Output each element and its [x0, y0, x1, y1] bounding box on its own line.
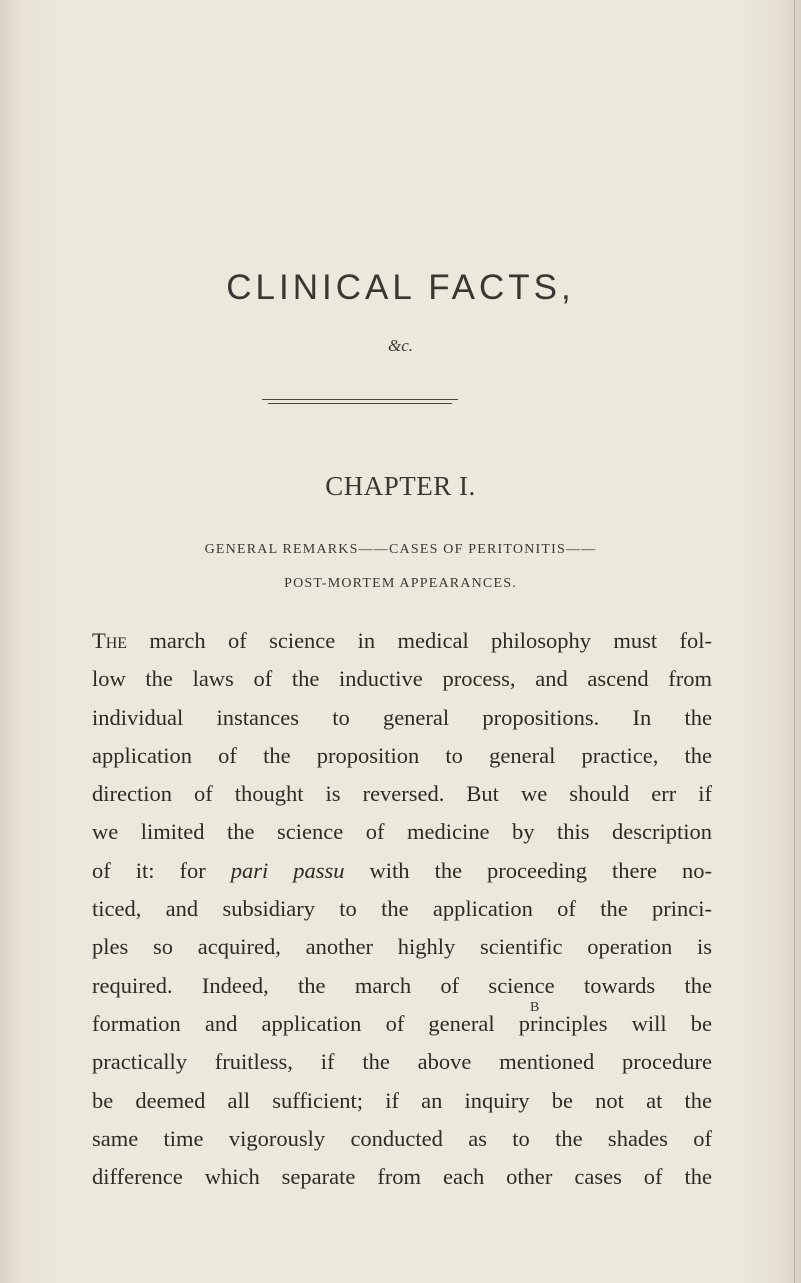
divider-rule-top	[262, 399, 458, 400]
text-line: formation and application of general principles will be	[92, 1010, 712, 1036]
italic-phrase: pari passu	[230, 857, 345, 883]
text-line: required. Indeed, the march of science towards the	[92, 972, 712, 998]
text-line: ples so acquired, another highly scientific operation is	[92, 934, 712, 960]
text-line: we limited the science of medicine by this description	[92, 819, 712, 845]
text-line: be deemed all sufficient; if an inquiry be not at the	[92, 1087, 712, 1113]
text-line: same time vigorously conducted as to the shades of	[92, 1125, 712, 1151]
chapter-contents-line-1: GENERAL REMARKS——CASES OF PERITONITIS——	[204, 542, 597, 557]
page-edge	[794, 0, 795, 1283]
text-line-post: with the proceeding there no-	[344, 857, 712, 883]
drop-word: The	[92, 628, 128, 653]
text-line: low the laws of the inductive process, and ascend from	[92, 666, 712, 692]
text-line: difference which separate from each other cases of the	[92, 1164, 712, 1190]
chapter-heading: CHAPTER I.	[325, 471, 476, 501]
text-line: individual instances to general propositions. In the	[92, 704, 712, 730]
text-line: practically fruitless, if the above mentioned procedure	[92, 1049, 712, 1075]
text-line	[92, 622, 712, 660]
divider-rule-bottom	[268, 403, 452, 404]
text-line-rest: march of science in medical philosophy must fol-	[127, 628, 712, 653]
text-line: ticed, and subsidiary to the application of the princi-	[92, 896, 712, 922]
text-line-pre: of it: for	[92, 857, 231, 883]
body-paragraph	[92, 622, 712, 1196]
text-line: direction of thought is reversed. But we should err if	[92, 781, 712, 807]
chapter-contents-line-2: POST-MORTEM APPEARANCES.	[284, 576, 517, 591]
text-line: application of the proposition to general practice, the	[92, 742, 712, 768]
signature-mark: B	[530, 1000, 540, 1015]
page-subtitle: &c.	[387, 336, 414, 355]
page-title: CLINICAL FACTS,	[226, 268, 575, 307]
text-line	[92, 852, 712, 890]
